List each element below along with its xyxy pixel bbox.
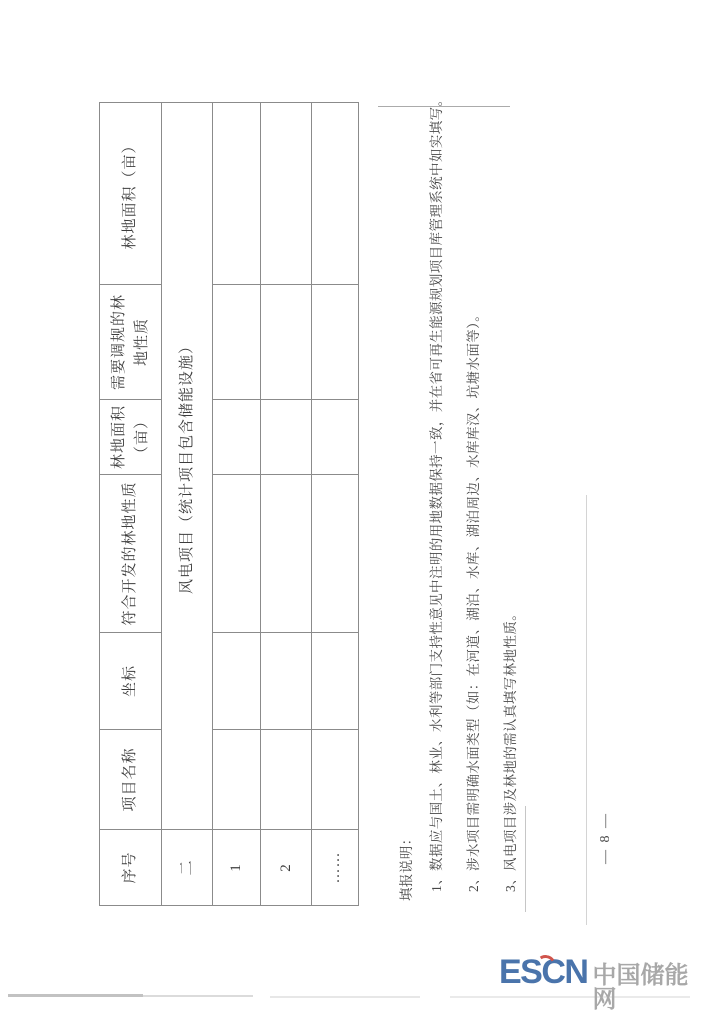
empty-cell <box>261 633 312 730</box>
header-forest-area-1: 林地面积（亩） <box>100 400 162 475</box>
escn-site-name: 中国储能网 <box>592 962 689 1013</box>
row-index-cell: …… <box>312 830 359 906</box>
empty-cell <box>261 103 312 285</box>
empty-cell <box>312 400 359 475</box>
empty-cell <box>261 730 312 830</box>
empty-cell <box>261 285 312 400</box>
empty-cell <box>312 475 359 633</box>
escn-watermark <box>499 955 707 1012</box>
header-project-name: 项目名称 <box>100 730 162 830</box>
header-serial: 序号 <box>100 830 162 906</box>
table-row <box>261 103 312 906</box>
empty-cell <box>312 730 359 830</box>
table-header-row <box>100 103 162 906</box>
scan-artifact-fold-line <box>525 806 526 912</box>
table-row-section <box>162 103 213 906</box>
empty-cell <box>213 633 261 730</box>
scan-artifact-bottom-dash <box>270 996 420 998</box>
notes-title: 填报说明： <box>399 831 414 901</box>
table-row <box>312 103 359 906</box>
empty-cell <box>312 633 359 730</box>
empty-cell <box>213 475 261 633</box>
row-index-cell: 二 <box>162 830 213 906</box>
table-row <box>213 103 261 906</box>
merged-project-cell: 风电项目（统计项目包含储能设施） <box>162 103 213 830</box>
empty-cell <box>213 285 261 400</box>
note-item: 3、风电项目涉及林地的需认真填写林地性质。 <box>503 606 518 892</box>
empty-cell <box>261 475 312 633</box>
empty-cell <box>261 400 312 475</box>
project-table <box>99 102 359 906</box>
note-item: 2、涉水项目需明确水面类型（如：在河道、湖泊、水库、湖泊周边、水库库汊、坑塘水面等）。 <box>466 307 481 892</box>
empty-cell <box>213 103 261 285</box>
escn-logo: ESCN <box>499 953 588 991</box>
page-number: — 8 — <box>598 812 613 864</box>
header-forest-adjust: 需要调规的林地性质 <box>100 285 162 400</box>
row-index-cell: 1 <box>213 830 261 906</box>
scan-artifact-bottom-dash <box>8 994 143 997</box>
header-forest-area-2: 林地面积（亩） <box>100 103 162 285</box>
empty-cell <box>312 103 359 285</box>
empty-cell <box>213 400 261 475</box>
header-coordinates: 坐标 <box>100 633 162 730</box>
scan-artifact-bottom-dash <box>143 995 253 997</box>
scan-artifact-fold-line <box>586 495 587 925</box>
header-forest-suitable: 符合开发的林地性质 <box>100 475 162 633</box>
empty-cell <box>312 285 359 400</box>
note-item: 1、数据应与国土、林业、水利等部门支持性意见中注明的用地数据保持一致，并在省可再生能源规划项目库管理系统中如实填写。 <box>429 92 444 892</box>
empty-cell <box>213 730 261 830</box>
row-index-cell: 2 <box>261 830 312 906</box>
